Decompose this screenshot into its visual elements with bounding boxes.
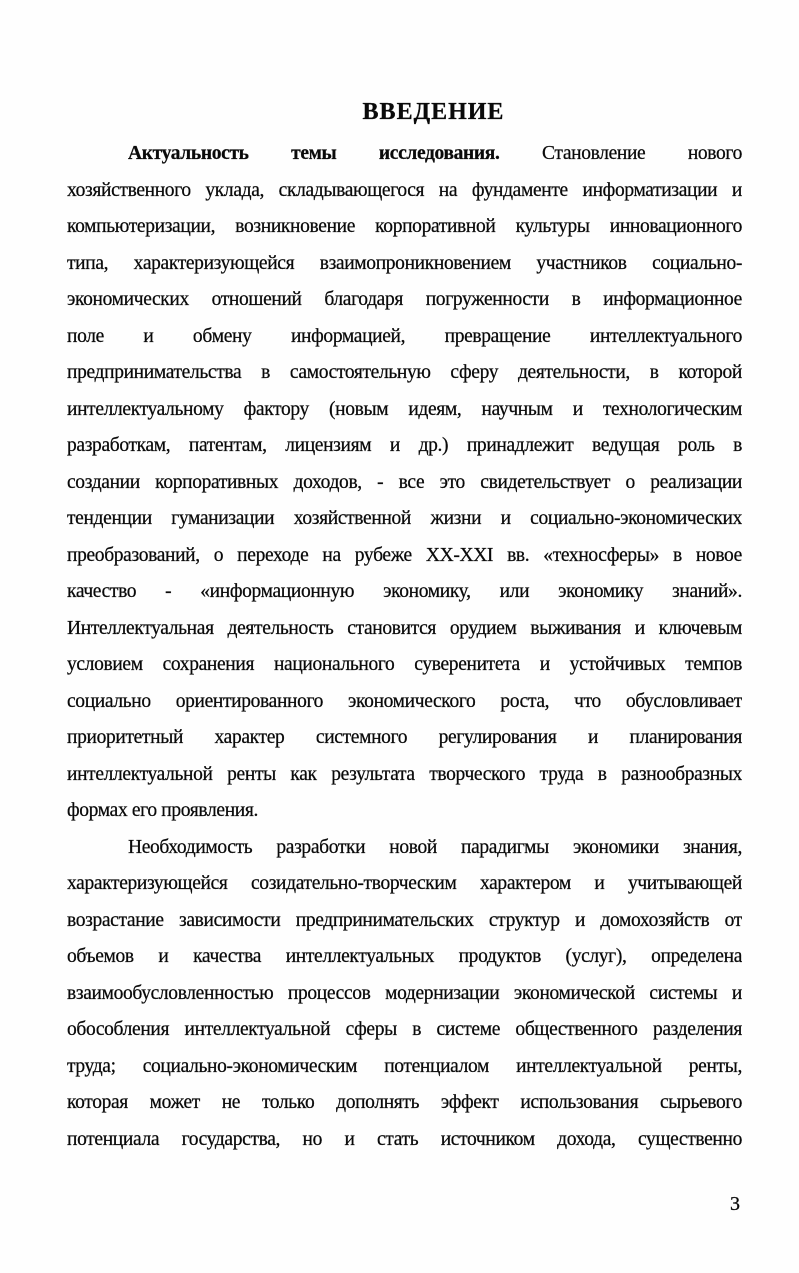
text-line: интеллектуальному фактору (новым идеям, научным и технологическим [67,398,742,420]
text-line: взаимообусловленностью процессов модернизации экономической системы и [67,982,742,1004]
text-line: предпринимательства в самостоятельную сферу деятельности, в которой [67,362,742,383]
paragraph-lead-bold: Актуальность темы исследования. [128,143,500,164]
text-line: хозяйственного уклада, складывающегося на фундаменте информатизации и [67,179,742,201]
text-line: потенциала государства, но и стать источником дохода, существенно [67,1128,742,1150]
text-line: условием сохранения национального суверенитета и устойчивых темпов [67,654,742,675]
text-line: Актуальность темы исследования. Становление нового [128,143,742,164]
page-number: 3 [730,1193,740,1215]
text-line: формах его проявления. [67,800,259,821]
text-line: тенденции гуманизации хозяйственной жизни и социально-экономических [67,508,742,529]
text-line: социально ориентированного экономического роста, что обусловливает [67,690,742,712]
text-line: обособления интеллектуальной сферы в системе общественного разделения [67,1019,742,1040]
page-title: ВВЕДЕНИЕ [362,99,505,125]
text-line: приоритетный характер системного регулирования и планирования [67,727,742,748]
text-line: преобразований, о переходе на рубеже XX-XXI вв. «техносферы» в новое [67,544,742,566]
text-line: поле и обмену информацией, превращение интеллектуального [67,325,742,347]
text-line: труда; социально-экономическим потенциалом интеллектуальной ренты, [67,1055,742,1077]
text-line: экономических отношений благодаря погруженности в информационное [67,289,742,310]
text-line: компьютеризации, возникновение корпоративной культуры инновационного [67,216,742,237]
text-line: типа, характеризующейся взаимопроникновением участников социально- [67,252,742,274]
text-line: возрастание зависимости предпринимательских структур и домохозяйств от [67,909,742,931]
text-line: характеризующейся созидательно-творческим характером и учитывающей [67,873,742,894]
text-line: Интеллектуальная деятельность становится орудием выживания и ключевым [67,617,742,639]
text-line: Необходимость разработки новой парадигмы экономики знания, [128,836,742,858]
text-line: которая может не только дополнять эффект использования сырьевого [67,1092,742,1113]
text-line: создании корпоративных доходов, - все это свидетельствует о реализации [67,471,742,493]
text-line: объемов и качества интеллектуальных продуктов (услуг), определена [67,946,742,967]
text-line: качество - «информационную экономику, или экономику знаний». [67,581,742,602]
text-line: разработкам, патентам, лицензиям и др.) принадлежит ведущая роль в [67,435,742,456]
text-line: интеллектуальной ренты как результата творческого труда в разнообразных [67,763,742,785]
body-text [67,136,742,1158]
